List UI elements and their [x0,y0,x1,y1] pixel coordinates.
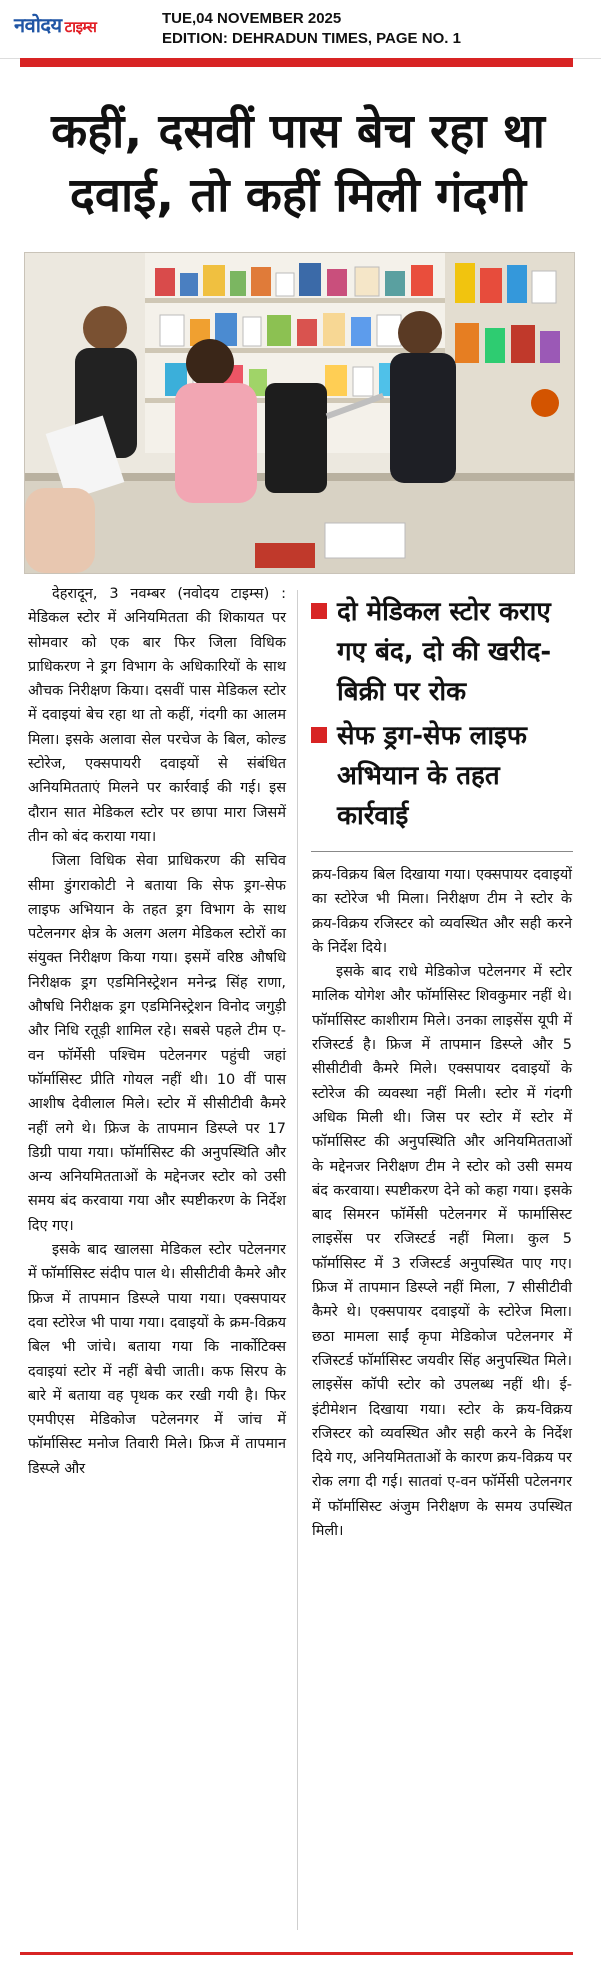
article-body-right [312,863,572,1543]
bottom-red-rule [20,1952,573,1955]
right-paragraph-2: इसके बाद राधे मेडिकोज पटेलनगर में स्टोर मालिक योगेश और फॉर्मासिस्ट शिवकुमार नहीं थे। फॉर्मासिस्ट काशीराम मिले। उनका लाइसेंस यूपी में रजिस्टर्ड है। फ्रिज में तापमान डिस्प्ले और 5 सीसीटीवी कैमरे मिले। एक्सपायर दवाइयों के स्टोरेज की व्यवस्था नहीं मिली। स्टोर में गंदगी अधिक मिली थी। जिस पर स्टोर में स्टोर में फॉर्मासिस्ट की अनुपस्थिति और अनियमितताओं के मद्देनजर निरीक्षण टीम ने स्टोर को उसी समय बंद करवाया। स्पष्टीकरण देने को कहा गया। इसके बाद सिमरन फॉर्मेसी पटेलनगर में फार्मासिस्ट लाइसेंस पर रजिस्टर्ड नहीं मिला। कुल 5 फॉर्मासिस्ट में 3 रजिस्टर्ड अनुपस्थित पाए गए। फ्रिज में तापमान डिस्प्ले नहीं मिला, 7 सीसीटीवी कैमरे थे। एक्सपायर दवाइयों के स्टोरेज मिला। छठा मामला साईं कृपा मेडिकोज पटेलनगर में रजिस्टर्ड फॉर्मासिस्ट जयवीर सिंह अनुपस्थित मिले। लाइसेंस कॉपी स्टोर को उपलब्ध नहीं थी। ई-इंटीमेशन दिखाया गया। स्टोर के क्रय-विक्रय रजिस्टर को व्यवस्थित और सही करने के निर्देश दिये गए, अनियमितताओं के कारण क्रय-विक्रय पर रोक लगा दी गई। सातवां ए-वन फॉर्मेसी पटेलनगर में फॉर्मासिस्ट अंजुम निरीक्षण के समय उपस्थित मिली। [312,964,572,1540]
highlights-divider [311,851,573,852]
highlight-item [311,592,573,712]
left-paragraph-3: इसके बाद खालसा मेडिकल स्टोर पटेलनगर में फॉर्मासिस्ट संदीप पाल थे। सीसीटीवी कैमरे और फ्रिज में तापमान डिस्प्ले पाया गया। एक्सपायर दवा स्टोरेज भी पाया गया। दवाइयों के क्रम-विक्रय बिल भी जांचे। बताया गया कि नार्कोटिक्स दवाइयां स्टोर में नहीं बेची जाती। कफ सिरप के बारे में बताया वह पृथक कर रखी गयी है। फिर एमपीएस मेडिकोज पटेलनगर में जांच में फॉर्मासिस्ट मनोज तिवारी मिले। फ्रिज में तापमान डिस्प्ले और [28,1242,286,1477]
logo-times: टाइम्स [64,18,97,36]
headline-line-2: दवाई, तो कहीं मिली गंदगी [69,168,527,223]
red-square-bullet-icon [311,603,327,619]
edition-date: TUE,04 NOVEMBER 2025 [162,10,342,27]
article-headline [22,100,574,228]
article-highlights [311,592,573,840]
logo-text: नवोदय [14,13,62,37]
headline-line-1: कहीं, दसवीं पास बेच रहा था [51,104,545,159]
news-photo [24,252,575,574]
right-paragraph-1: क्रय-विक्रय बिल दिखाया गया। एक्सपायर दवाइयों का स्टोरेज भी मिला। निरीक्षण टीम ने स्टोर के क्रय-विक्रय रजिस्टर को व्यवस्थित और सही करने के निर्देश दिये। [312,867,572,956]
masthead [0,0,601,59]
top-red-rule [20,58,573,67]
newspaper-logo [14,11,96,37]
article-body-left [28,582,286,1481]
edition-name: EDITION: DEHRADUN TIMES, PAGE NO. 1 [162,30,461,47]
column-divider [297,590,298,1930]
red-square-bullet-icon [311,727,327,743]
highlight-text-1: दो मेडिकल स्टोर कराए गए बंद, दो की खरीद-बिक्री पर रोक [337,597,552,707]
highlight-item [311,716,573,836]
left-paragraph-1: देहरादून, 3 नवम्बर (नवोदय टाइम्स) : मेडिकल स्टोर में अनियमितता की शिकायत पर सोमवार को एक बार फिर जिला विधिक प्राधिकरण ने ड्रग विभाग के अधिकारियों के साथ औचक निरीक्षण किया। दसवीं पास मेडिकल स्टोर में दवाइयां बेच रहा था तो कहीं, गंदगी का आलम मिला। इसके अलावा सेल परचेज के बिल, कोल्ड स्टोरेज, एक्सपायरी दवाइयों से संबंधित अनियमितताएं मिलने पर कार्रवाई की गई। इस दौरान सात मेडिकल स्टोर पर छापा मारा जिसमें तीन को बंद कराया गया। [28,586,286,845]
left-paragraph-2: जिला विधिक सेवा प्राधिकरण की सचिव सीमा डुंगराकोटी ने बताया कि सेफ ड्रग-सेफ लाइफ अभियान के तहत ड्रग विभाग के साथ पटेलनगर क्षेत्र के अलग अलग मेडिकल स्टोरों का संयुक्त निरीक्षण किया गया। इसमें वरिष्ठ औषधि निरीक्षक ड्रग एडमिनिस्ट्रेशन मनेन्द्र सिंह राणा, औषधि निरीक्षक ड्रग एडमिनिस्ट्रेशन विनोद जगुड़ी और निधि रतूड़ी शामिल रहे। सबसे पहले टीम ए-वन फॉर्मेसी पश्चिम पटेलनगर पहुंची जहां फॉर्मासिस्ट प्रीति गोयल नहीं थी। 10 वीं पास आशीष देवीलाल मिले। स्टोर में सीसीटीवी कैमरे नहीं लगे थे। फ्रिज के तापमान डिस्प्ले पर 17 डिग्री पाया गया। फॉर्मासिस्ट की अनुपस्थिति और अन्य अनियमितताओं के मद्देनजर स्टोर को उसी समय बंद करवाया गया और स्पष्टीकरण के निर्देश दिए गए। [28,853,286,1234]
pharmacy-inspection-photo [25,253,574,573]
highlight-text-2: सेफ ड्रग-सेफ लाइफ अभियान के तहत कार्रवाई [337,721,527,831]
